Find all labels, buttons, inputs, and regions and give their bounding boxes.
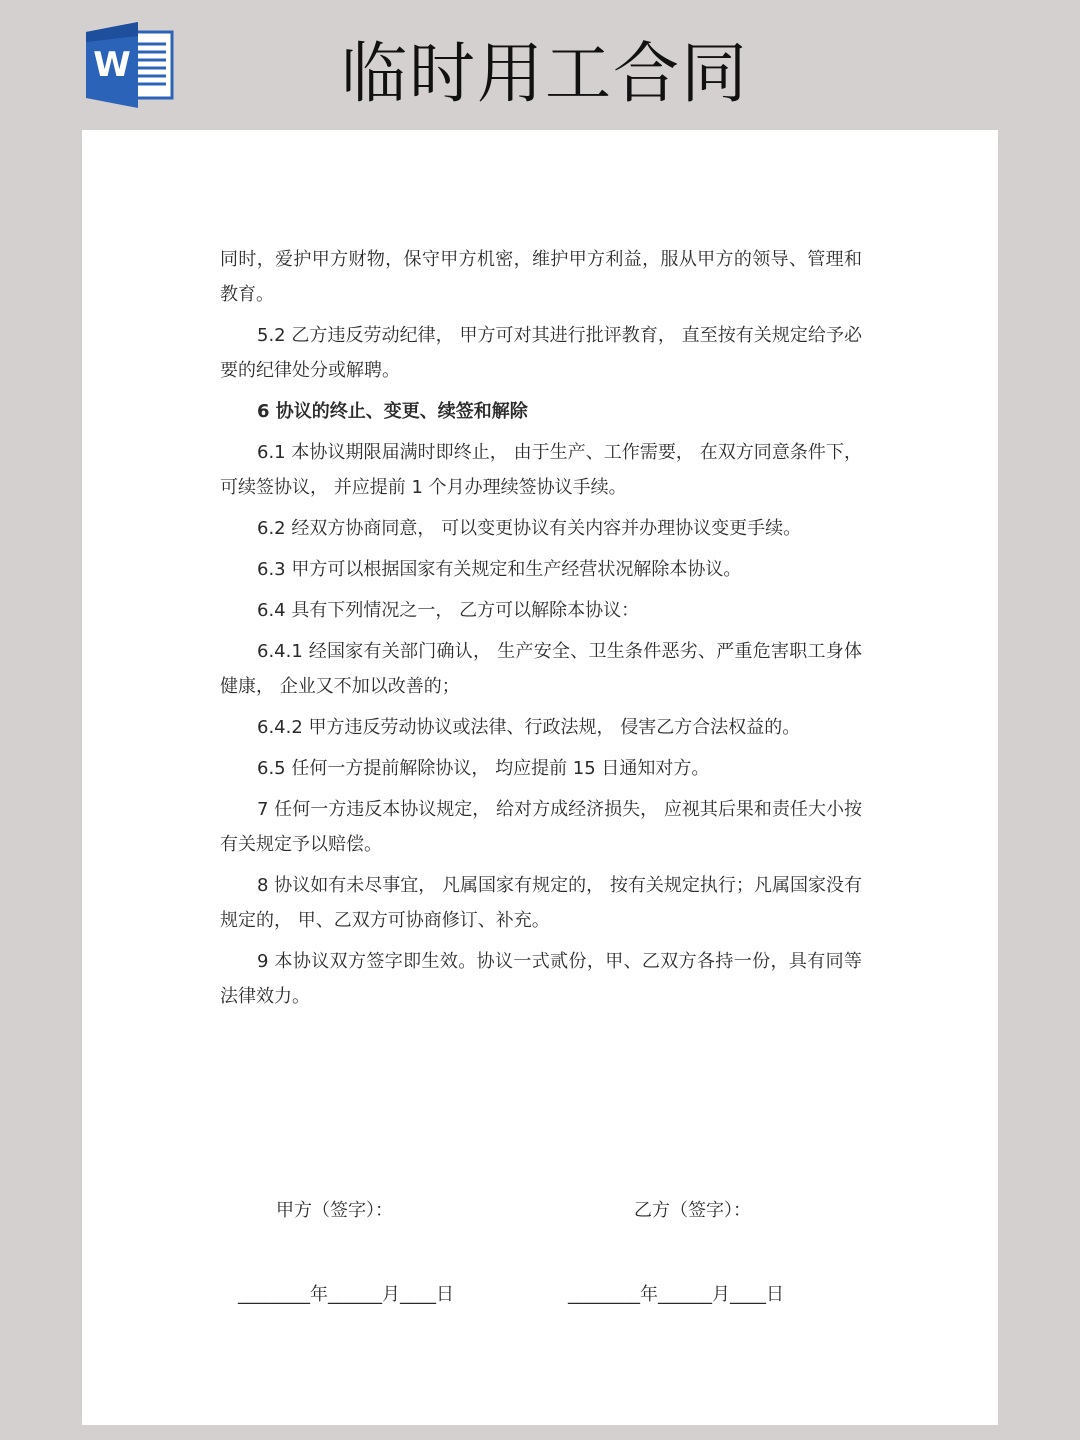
paragraph: 6.1 本协议期限届满时即终止， 由于生产、工作需要， 在双方同意条件下，可续签协议， 并应提前 1 个月办理续签协议手续。 bbox=[220, 442, 862, 498]
paragraph: 9 本协议双方签字即生效。协议一式贰份，甲、乙双方各持一份，具有同等法律效力。 bbox=[220, 951, 862, 1007]
paragraph: 同时，爱护甲方财物，保守甲方机密，维护甲方利益，服从甲方的领导、管理和教育。 bbox=[220, 249, 862, 305]
paragraph: 8 协议如有未尽事宜， 凡属国家有规定的， 按有关规定执行；凡属国家没有规定的， 甲、乙双方可协商修订、补充。 bbox=[220, 875, 862, 931]
document-page bbox=[82, 130, 998, 1425]
section-heading: 6 协议的终止、变更、续签和解除 bbox=[257, 401, 528, 422]
paragraph: 7 任何一方违反本协议规定， 给对方成经济损失， 应视其后果和责任大小按有关规定予以赔偿。 bbox=[220, 799, 862, 855]
paragraph: 6.4.1 经国家有关部门确认， 生产安全、卫生条件恶劣、严重危害职工身体健康， 企业又不加以改善的； bbox=[220, 641, 862, 697]
svg-text:W: W bbox=[93, 45, 131, 85]
party-b-signature-label: 乙方（签字）： bbox=[634, 1200, 751, 1221]
document-body bbox=[220, 242, 862, 1020]
party-a-signature-label: 甲方（签字）： bbox=[276, 1200, 393, 1221]
paragraph: 6.4.2 甲方违反劳动协议或法律、行政法规， 侵害乙方合法权益的。 bbox=[257, 717, 801, 738]
document-title: 临时用工合同 bbox=[341, 35, 749, 112]
paragraph: 5.2 乙方违反劳动纪律， 甲方可对其进行批评教育， 直至按有关规定给予必要的纪律处分或解聘。 bbox=[220, 325, 862, 381]
paragraph: 6.5 任何一方提前解除协议， 均应提前 15 日通知对方。 bbox=[257, 758, 710, 779]
party-b-date-line: ________年______月____日 bbox=[568, 1284, 784, 1305]
paragraph: 6.2 经双方协商同意， 可以变更协议有关内容并办理协议变更手续。 bbox=[257, 518, 802, 539]
party-a-date-line: ________年______月____日 bbox=[238, 1284, 454, 1305]
paragraph: 6.4 具有下列情况之一， 乙方可以解除本协议： bbox=[257, 600, 640, 621]
paragraph: 6.3 甲方可以根据国家有关规定和生产经营状况解除本协议。 bbox=[257, 559, 742, 580]
